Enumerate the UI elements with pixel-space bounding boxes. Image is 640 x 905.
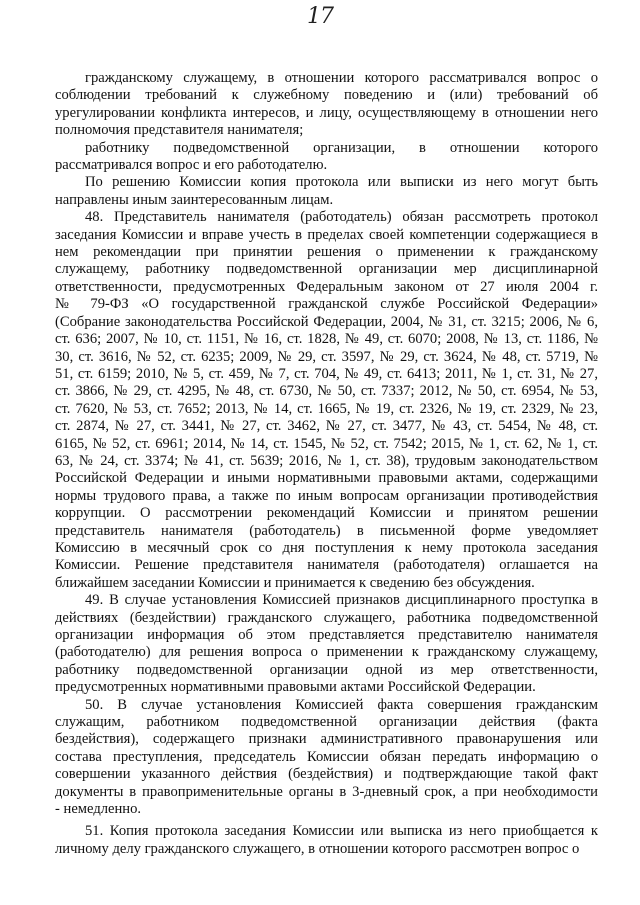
text-line: Комиссии. Решение представителя нанимателя (работодателя) оглашается на <box>55 557 598 574</box>
page-number: 17 <box>307 4 333 29</box>
text-line: ст. 3866, № 29, ст. 4295, № 48, ст. 6730, № 50, ст. 7337; 2012, № 50, ст. 6954, № 53, <box>55 383 598 400</box>
text-line: - немедленно. <box>55 801 142 818</box>
text-line: работнику подведомственной организации одной из мер ответственности, <box>55 661 598 678</box>
text-line: полномочия представителя нанимателя; <box>55 122 304 139</box>
text-line: урегулировании конфликта интересов, и лицу, осуществляющему в отношении него <box>55 104 598 121</box>
text-line: Комиссию в месячный срок со дня поступления к нему протокола заседания <box>55 539 598 556</box>
paragraph <box>55 697 598 819</box>
paragraph <box>55 209 598 592</box>
text-line: 51. Копия протокола заседания Комиссии или выписка из него приобщается к <box>85 823 598 840</box>
text-line: представитель нанимателя (работодатель) в письменной форме уведомляет <box>55 522 598 539</box>
paragraph <box>55 592 598 696</box>
text-line: 6165, № 52, ст. 6961; 2014, № 14, ст. 1545, № 52, ст. 7542; 2015, № 1, ст. 62, № 1, ст. <box>55 435 598 452</box>
text-line: нормы трудового права, а также по иным вопросам организации противодействия <box>55 487 598 504</box>
text-line: ст. 7620, № 53, ст. 7652; 2013, № 14, ст. 1665, № 19, ст. 2326, № 19, ст. 2329, № 23, <box>55 400 598 417</box>
text-line: ст. 636; 2007, № 10, ст. 1151, № 16, ст. 1828, № 49, ст. 6070; 2008, № 13, ст. 1186, № <box>55 331 598 348</box>
text-line: гражданскому служащему, в отношении которого рассматривался вопрос о <box>85 70 598 86</box>
text-line: ответственности, предусмотренных Федеральным законом от 27 июля 2004 г. <box>55 278 598 295</box>
paragraph <box>55 823 598 858</box>
text-line: организации информация об этом представляется представителю нанимателя <box>55 627 598 643</box>
text-line: нем рекомендации при принятии решения о применении к гражданскому <box>55 244 598 261</box>
text-line: ближайшем заседании Комиссии и принимается к сведению без обсуждения. <box>55 574 535 591</box>
text-line: состава преступления, председатель Комиссии обязан передать информацию о <box>55 748 598 765</box>
document-body <box>55 70 598 858</box>
text-line: По решению Комиссии копия протокола или выписки из него могут быть <box>85 174 598 191</box>
text-line: работнику подведомственной организации, в отношении которого <box>85 139 598 156</box>
paragraph <box>55 70 598 140</box>
text-line: № 79-ФЗ «О государственной гражданской службе Российской Федерации» <box>55 296 598 313</box>
text-line: 49. В случае установления Комиссией признаков дисциплинарного проступка в <box>85 592 598 609</box>
text-line: (Собрание законодательства Российской Федерации, 2004, № 31, ст. 3215; 2006, № 6, <box>55 313 598 330</box>
text-line: действиях (бездействии) гражданского служащего, работника подведомственной <box>55 609 598 626</box>
text-line: предусмотренных нормативными правовыми актами Российской Федерации. <box>55 679 536 696</box>
text-line: Российской Федерации и иными нормативными правовыми актами, содержащими <box>55 470 598 487</box>
text-line: коррупции. О рассмотрении рекомендаций Комиссии и принятом решении <box>55 505 598 522</box>
paragraph <box>55 140 598 175</box>
text-line: ст. 2874, № 27, ст. 3441, № 27, ст. 3462, № 27, ст. 3477, № 43, ст. 5454, № 48, ст. <box>55 418 598 435</box>
text-line: документы в правоприменительные органы в 3-дневный срок, а при необходимости <box>55 783 598 800</box>
text-line: бездействия), содержащего признаки административного правонарушения или <box>55 731 598 748</box>
text-line: 30, ст. 3616, № 52, ст. 6235; 2009, № 29, ст. 3597, № 29, ст. 3624, № 48, ст. 5719, № <box>55 348 598 365</box>
text-line: направлены иным заинтересованным лицам. <box>55 191 334 208</box>
text-line: заседания Комиссии и вправе учесть в пределах своей компетенции содержащиеся в <box>55 226 598 243</box>
text-line: рассматривался вопрос и его работодателю. <box>55 157 328 174</box>
text-line: служащим, работником подведомственной организации действия (факта <box>55 714 598 731</box>
text-line: (работодателю) для решения вопроса о применении к гражданскому служащему, <box>55 644 598 661</box>
text-line: 50. В случае установления Комиссией факта совершения гражданским <box>85 696 598 713</box>
text-line: личному делу гражданского служащего, в отношении которого рассмотрен вопрос о <box>55 840 580 857</box>
text-line: совершении указанного действия (бездействия) и подтверждающие такой факт <box>55 766 598 783</box>
text-line: служащему, работнику подведомственной организации мер дисциплинарной <box>55 261 598 278</box>
text-line: 48. Представитель нанимателя (работодатель) обязан рассмотреть протокол <box>85 209 598 226</box>
paragraph <box>55 174 598 209</box>
text-line: 51, ст. 6159; 2010, № 5, ст. 459, № 7, ст. 704, № 49, ст. 6413; 2011, № 1, ст. 31, № 27, <box>55 365 598 382</box>
text-line: 63, № 24, ст. 3374; № 41, ст. 5639; 2016, № 1, ст. 38), трудовым законодательством <box>55 452 598 469</box>
text-line: соблюдении требований к служебному поведению и (или) требований об <box>55 87 598 104</box>
